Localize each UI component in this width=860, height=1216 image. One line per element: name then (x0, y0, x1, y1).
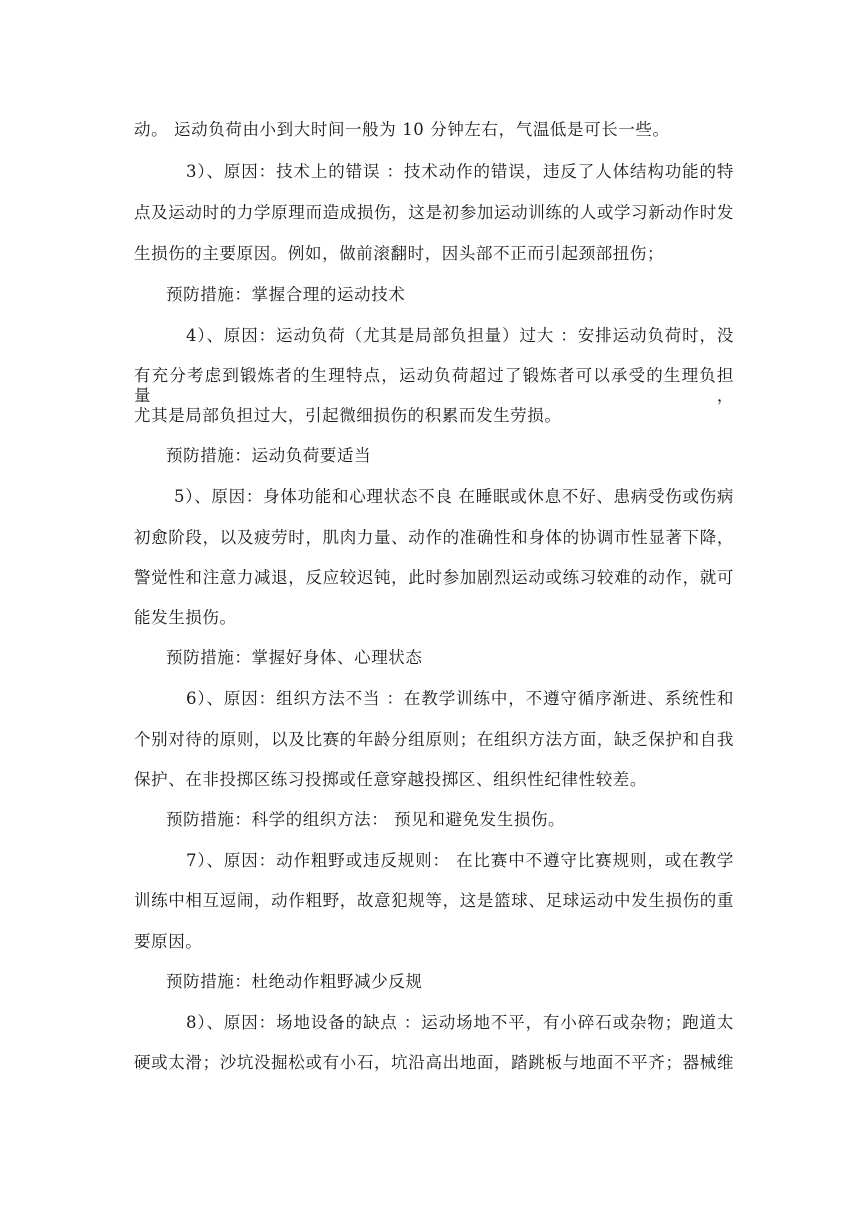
text-line: 4）、原因：运动负荷（尤其是局部负担量）过大 ：安排运动负荷时，没 (186, 326, 734, 345)
text-line: 能发生损伤。 (134, 608, 237, 627)
text-line: 点及运动时的力学原理而造成损伤，这是初参加运动训练的人或学习新动作时发 (134, 203, 734, 222)
text-line: 训练中相互逗闹，动作粗野，故意犯规等，这是篮球、足球运动中发生损伤的重 (134, 891, 734, 910)
measure-line: 预防措施：掌握好身体、心理状态 (166, 648, 423, 667)
measure-line: 预防措施：科学的组织方法： 预见和避免发生损伤。 (166, 810, 566, 829)
text-line: 3）、原因：技术上的错误 ：技术动作的错误，违反了人体结构功能的特 (186, 162, 734, 181)
text-line: 动。 运动负荷由小到大时间一般为 10 分钟左右，气温低是可长一些。 (134, 120, 670, 139)
measure-line: 预防措施：掌握合理的运动技术 (166, 285, 406, 304)
text-line: 个别对待的原则，以及比赛的年龄分组原则；在组织方法方面，缺乏保护和自我 (134, 730, 734, 749)
text-line: 7）、原因：动作粗野或违反规则： 在比赛中不遵守比赛规则，或在教学 (186, 851, 734, 870)
text-line: 保护、在非投掷区练习投掷或任意穿越投掷区、组织性纪律性较差。 (134, 770, 647, 789)
text-line: 要原因。 (134, 932, 203, 951)
text-line: 硬或太滑；沙坑没掘松或有小石，坑沿高出地面，踏跳板与地面不平齐；器械维 (134, 1053, 734, 1072)
text-line: 5）、原因：身体功能和心理状态不良 在睡眠或休息不好、患病受伤或伤病 (174, 487, 734, 506)
text-line: 8）、原因：场地设备的缺点 ：运动场地不平，有小碎石或杂物；跑道太 (186, 1013, 734, 1032)
text-line: 生损伤的主要原因。例如，做前滚翻时，因头部不正而引起颈部扭伤； (134, 244, 665, 263)
text-line: 尤其是局部负担过大，引起微细损伤的积累而发生劳损。 (134, 406, 562, 425)
text-line: 警觉性和注意力减退，反应较迟钝，此时参加剧烈运动或练习较难的动作，就可 (134, 568, 734, 587)
text-line: 初愈阶段，以及疲劳时，肌肉力量、动作的准确性和身体的协调市性显著下降， (134, 528, 734, 547)
measure-line: 预防措施：杜绝动作粗野减少反规 (166, 972, 423, 991)
measure-line: 预防措施：运动负荷要适当 (166, 446, 372, 465)
text-line: 6）、原因：组织方法不当 ：在教学训练中，不遵守循序渐进、系统性和 (186, 689, 734, 708)
text-line: 有充分考虑到锻炼者的生理特点，运动负荷超过了锻炼者可以承受的生理负担量， (134, 366, 734, 405)
